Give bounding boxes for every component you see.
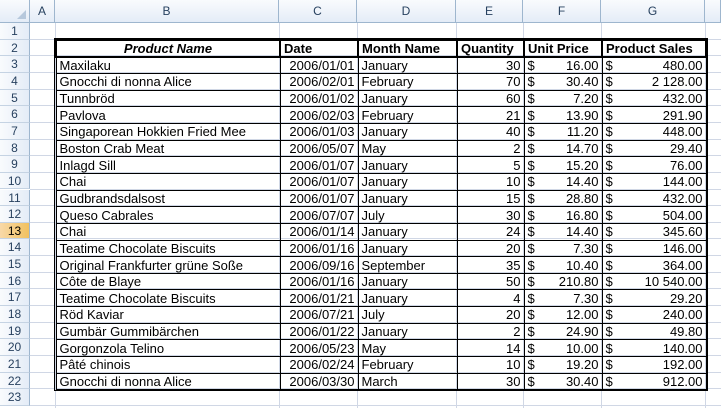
cell-quantity[interactable]: 15	[457, 190, 524, 207]
currency-value: 210.80	[558, 274, 599, 290]
cell-product-sales[interactable]	[602, 57, 706, 74]
currency-symbol: $	[605, 240, 613, 256]
currency-symbol: $	[605, 207, 613, 223]
cell-month-name[interactable]: January	[358, 190, 457, 207]
currency-symbol: $	[527, 357, 535, 373]
cell-quantity[interactable]: 30	[457, 207, 524, 224]
currency-symbol: $	[527, 190, 535, 206]
currency-value: 49.80	[669, 324, 703, 340]
table-row	[56, 357, 706, 374]
table-header-row	[56, 40, 706, 57]
currency-value: 364.00	[662, 257, 703, 273]
cell-date[interactable]: 2006/01/22	[280, 323, 358, 340]
currency-value: 16.00	[565, 58, 599, 74]
currency-value: 448.00	[662, 124, 703, 140]
cell-unit-price[interactable]	[524, 340, 602, 357]
cell-unit-price[interactable]	[524, 107, 602, 124]
currency-value: 13.90	[565, 107, 599, 123]
cell-month-name[interactable]: January	[358, 290, 457, 307]
cell-date[interactable]: 2006/01/03	[280, 124, 358, 141]
currency-symbol: $	[527, 91, 535, 107]
header-quantity[interactable]: Quantity	[457, 40, 524, 57]
cell-quantity[interactable]: 14	[457, 340, 524, 357]
cell-month-name[interactable]: January	[358, 173, 457, 190]
cell-unit-price[interactable]	[524, 157, 602, 174]
currency-symbol: $	[605, 257, 613, 273]
row-header-5[interactable]: 5	[0, 90, 30, 107]
cell-product-sales[interactable]	[602, 74, 706, 91]
currency-value: 14.40	[565, 224, 599, 240]
cell-unit-price[interactable]	[524, 190, 602, 207]
row-header-3[interactable]: 3	[0, 56, 30, 73]
header-month-name[interactable]: Month Name	[358, 40, 457, 57]
cell-month-name[interactable]: September	[358, 257, 457, 274]
cell-unit-price[interactable]	[524, 357, 602, 374]
cell-unit-price[interactable]	[524, 207, 602, 224]
cell-product-sales[interactable]	[602, 90, 706, 107]
cell-quantity[interactable]: 30	[457, 57, 524, 74]
cell-unit-price[interactable]	[524, 124, 602, 141]
row-header-20[interactable]: 20	[0, 339, 30, 356]
cell-product-sales[interactable]	[602, 173, 706, 190]
currency-symbol: $	[605, 274, 613, 290]
cell-month-name[interactable]: February	[358, 107, 457, 124]
cell-product-sales[interactable]	[602, 307, 706, 324]
currency-symbol: $	[527, 58, 535, 74]
currency-value: 345.60	[662, 224, 703, 240]
table-row	[56, 307, 706, 324]
cell-product-name[interactable]: Gudbrandsdalsost	[56, 190, 280, 207]
cell-product-sales[interactable]	[602, 340, 706, 357]
row-header-14[interactable]: 14	[0, 239, 30, 256]
cell-month-name[interactable]: July	[358, 307, 457, 324]
row-header-13[interactable]: 13	[0, 223, 30, 240]
currency-value: 291.90	[662, 107, 703, 123]
table-row	[56, 57, 706, 74]
row-header-9[interactable]: 9	[0, 156, 30, 173]
cell-unit-price[interactable]	[524, 140, 602, 157]
cell-product-sales[interactable]	[602, 223, 706, 240]
cell-quantity[interactable]: 30	[457, 373, 524, 390]
cell-product-name[interactable]: Boston Crab Meat	[56, 140, 280, 157]
cell-product-name[interactable]: Teatime Chocolate Biscuits	[56, 290, 280, 307]
cell-quantity[interactable]: 21	[457, 107, 524, 124]
column-header-c[interactable]: C	[279, 0, 357, 23]
cell-unit-price[interactable]	[524, 173, 602, 190]
cell-month-name[interactable]: January	[358, 124, 457, 141]
cell-product-sales[interactable]	[602, 257, 706, 274]
cell-product-name[interactable]: Gumbär Gummibärchen	[56, 323, 280, 340]
currency-symbol: $	[605, 58, 613, 74]
gridline-horizontal	[30, 405, 721, 406]
cell-product-sales[interactable]	[602, 290, 706, 307]
row-header-10[interactable]: 10	[0, 173, 30, 190]
cell-product-name[interactable]: Inlagd Sill	[56, 157, 280, 174]
cell-unit-price[interactable]	[524, 257, 602, 274]
table-row	[56, 157, 706, 174]
cell-product-name[interactable]: Tunnbröd	[56, 90, 280, 107]
cell-unit-price[interactable]	[524, 373, 602, 390]
cell-month-name[interactable]: January	[358, 157, 457, 174]
cell-month-name[interactable]: February	[358, 357, 457, 374]
currency-symbol: $	[605, 157, 613, 173]
currency-value: 432.00	[662, 190, 703, 206]
cell-quantity[interactable]: 2	[457, 323, 524, 340]
cell-quantity[interactable]: 40	[457, 124, 524, 141]
row-header-12[interactable]: 12	[0, 206, 30, 223]
currency-value: 12.00	[565, 307, 599, 323]
currency-symbol: $	[527, 340, 535, 356]
cell-date[interactable]: 2006/05/23	[280, 340, 358, 357]
currency-value: 10.40	[565, 257, 599, 273]
cell-month-name[interactable]: March	[358, 373, 457, 390]
cell-product-sales[interactable]	[602, 157, 706, 174]
currency-symbol: $	[605, 107, 613, 123]
cell-product-name[interactable]: Côte de Blaye	[56, 273, 280, 290]
currency-value: 14.40	[565, 174, 599, 190]
column-header-e[interactable]: E	[456, 0, 523, 23]
cell-quantity[interactable]: 60	[457, 90, 524, 107]
currency-symbol: $	[605, 324, 613, 340]
cell-product-name[interactable]: Pâté chinois	[56, 357, 280, 374]
table-row	[56, 223, 706, 240]
table-row	[56, 373, 706, 390]
currency-symbol: $	[527, 324, 535, 340]
currency-symbol: $	[605, 74, 613, 90]
cell-date[interactable]: 2006/01/02	[280, 90, 358, 107]
currency-symbol: $	[605, 124, 613, 140]
currency-symbol: $	[527, 157, 535, 173]
currency-symbol: $	[527, 174, 535, 190]
cell-date[interactable]: 2006/02/01	[280, 74, 358, 91]
table-row	[56, 190, 706, 207]
currency-symbol: $	[605, 357, 613, 373]
currency-symbol: $	[527, 307, 535, 323]
cell-date[interactable]: 2006/01/21	[280, 290, 358, 307]
currency-symbol: $	[527, 207, 535, 223]
cell-product-sales[interactable]	[602, 190, 706, 207]
currency-value: 146.00	[662, 240, 703, 256]
table-row	[56, 90, 706, 107]
currency-symbol: $	[527, 274, 535, 290]
currency-value: 504.00	[662, 207, 703, 223]
cell-month-name[interactable]: January	[358, 240, 457, 257]
currency-value: 192.00	[662, 357, 703, 373]
currency-value: 144.00	[662, 174, 703, 190]
cell-month-name[interactable]: January	[358, 223, 457, 240]
row-header-1[interactable]: 1	[0, 23, 30, 40]
row-header-22[interactable]: 22	[0, 373, 30, 390]
table-row	[56, 140, 706, 157]
column-header-f[interactable]: F	[523, 0, 601, 23]
currency-value: 140.00	[662, 340, 703, 356]
cell-quantity[interactable]: 2	[457, 140, 524, 157]
cell-date[interactable]: 2006/01/07	[280, 173, 358, 190]
cell-month-name[interactable]: February	[358, 74, 457, 91]
currency-symbol: $	[605, 290, 613, 306]
cell-unit-price[interactable]	[524, 57, 602, 74]
cell-date[interactable]: 2006/01/16	[280, 273, 358, 290]
table-row	[56, 323, 706, 340]
currency-symbol: $	[605, 224, 613, 240]
cell-unit-price[interactable]	[524, 223, 602, 240]
cell-unit-price[interactable]	[524, 240, 602, 257]
cell-product-sales[interactable]	[602, 373, 706, 390]
cell-product-name[interactable]: Queso Cabrales	[56, 207, 280, 224]
cell-product-sales[interactable]	[602, 357, 706, 374]
currency-symbol: $	[605, 340, 613, 356]
row-header-15[interactable]: 15	[0, 256, 30, 273]
header-product-sales[interactable]: Product Sales	[602, 40, 706, 57]
table-row	[56, 74, 706, 91]
cell-quantity[interactable]: 10	[457, 173, 524, 190]
table-row	[56, 107, 706, 124]
cell-product-name[interactable]: Chai	[56, 173, 280, 190]
cell-unit-price[interactable]	[524, 90, 602, 107]
cell-date[interactable]: 2006/07/21	[280, 307, 358, 324]
currency-symbol: $	[527, 224, 535, 240]
header-product-name[interactable]: Product Name	[56, 40, 280, 57]
table-row	[56, 257, 706, 274]
column-header-b[interactable]: B	[55, 0, 279, 23]
product-sales-table	[55, 39, 707, 390]
currency-symbol: $	[605, 373, 613, 389]
cell-product-name[interactable]: Gnocchi di nonna Alice	[56, 74, 280, 91]
currency-value: 14.70	[565, 141, 599, 157]
currency-value: 16.80	[565, 207, 599, 223]
cell-date[interactable]: 2006/07/07	[280, 207, 358, 224]
currency-value: 19.20	[565, 357, 599, 373]
currency-value: 24.90	[565, 324, 599, 340]
cell-date[interactable]: 2006/01/14	[280, 223, 358, 240]
cell-month-name[interactable]: May	[358, 140, 457, 157]
cell-month-name[interactable]: January	[358, 273, 457, 290]
cell-quantity[interactable]: 4	[457, 290, 524, 307]
currency-value: 29.40	[669, 141, 703, 157]
cell-quantity[interactable]: 5	[457, 157, 524, 174]
currency-value: 28.80	[565, 190, 599, 206]
cell-month-name[interactable]: May	[358, 340, 457, 357]
currency-symbol: $	[605, 141, 613, 157]
cell-quantity[interactable]: 50	[457, 273, 524, 290]
row-header-19[interactable]: 19	[0, 323, 30, 340]
cell-quantity[interactable]: 10	[457, 357, 524, 374]
column-header-d[interactable]: D	[357, 0, 456, 23]
currency-value: 11.20	[566, 124, 599, 140]
cell-product-name[interactable]: Gorgonzola Telino	[56, 340, 280, 357]
cell-date[interactable]: 2006/09/16	[280, 257, 358, 274]
currency-symbol: $	[527, 141, 535, 157]
header-unit-price[interactable]: Unit Price	[524, 40, 602, 57]
currency-value: 10.00	[565, 340, 599, 356]
cell-month-name[interactable]: January	[358, 323, 457, 340]
cell-product-sales[interactable]	[602, 107, 706, 124]
column-header-a[interactable]: A	[30, 0, 55, 23]
row-header-23[interactable]: 23	[0, 389, 30, 406]
currency-symbol: $	[605, 174, 613, 190]
cell-date[interactable]: 2006/03/30	[280, 373, 358, 390]
row-header-4[interactable]: 4	[0, 73, 30, 90]
cell-date[interactable]: 2006/01/01	[280, 57, 358, 74]
currency-value: 30.40	[565, 74, 599, 90]
currency-value: 432.00	[662, 91, 703, 107]
table-row	[56, 240, 706, 257]
cell-unit-price[interactable]	[524, 273, 602, 290]
cell-date[interactable]: 2006/05/07	[280, 140, 358, 157]
cell-date[interactable]: 2006/01/16	[280, 240, 358, 257]
cell-product-name[interactable]: Singaporean Hokkien Fried Mee	[56, 124, 280, 141]
currency-symbol: $	[605, 307, 613, 323]
currency-symbol: $	[605, 190, 613, 206]
currency-value: 2 128.00	[651, 74, 703, 90]
cell-date[interactable]: 2006/02/24	[280, 357, 358, 374]
currency-value: 76.00	[669, 157, 703, 173]
currency-value: 480.00	[662, 58, 703, 74]
currency-symbol: $	[605, 91, 613, 107]
select-all-corner[interactable]	[0, 0, 30, 23]
row-header-8[interactable]: 8	[0, 140, 30, 157]
currency-symbol: $	[527, 257, 535, 273]
cell-product-name[interactable]: Pavlova	[56, 107, 280, 124]
header-date[interactable]: Date	[280, 40, 358, 57]
row-header-2[interactable]: 2	[0, 40, 30, 57]
cell-product-sales[interactable]	[602, 273, 706, 290]
table-row	[56, 340, 706, 357]
table-row	[56, 124, 706, 141]
cell-quantity[interactable]: 24	[457, 223, 524, 240]
table-row	[56, 173, 706, 190]
cell-date[interactable]: 2006/01/07	[280, 157, 358, 174]
cell-quantity[interactable]: 20	[457, 307, 524, 324]
row-header-11[interactable]: 11	[0, 190, 30, 207]
row-header-21[interactable]: 21	[0, 356, 30, 373]
table-row	[56, 290, 706, 307]
currency-value: 7.20	[573, 91, 599, 107]
currency-value: 7.30	[573, 290, 599, 306]
table-row	[56, 207, 706, 224]
row-header-18[interactable]: 18	[0, 306, 30, 323]
table-row	[56, 273, 706, 290]
currency-value: 15.20	[565, 157, 599, 173]
cell-product-sales[interactable]	[602, 140, 706, 157]
cell-unit-price[interactable]	[524, 290, 602, 307]
cell-date[interactable]: 2006/01/07	[280, 190, 358, 207]
currency-value: 912.00	[662, 373, 703, 389]
currency-symbol: $	[527, 124, 535, 140]
currency-symbol: $	[527, 240, 535, 256]
cell-unit-price[interactable]	[524, 323, 602, 340]
currency-symbol: $	[527, 74, 535, 90]
cell-quantity[interactable]: 35	[457, 257, 524, 274]
select-all-triangle-icon	[17, 10, 26, 19]
row-header-16[interactable]: 16	[0, 273, 30, 290]
currency-value: 240.00	[662, 307, 703, 323]
cell-quantity[interactable]: 20	[457, 240, 524, 257]
currency-symbol: $	[527, 290, 535, 306]
cell-product-sales[interactable]	[602, 240, 706, 257]
cell-unit-price[interactable]	[524, 74, 602, 91]
row-header-7[interactable]: 7	[0, 123, 30, 140]
cell-month-name[interactable]: January	[358, 90, 457, 107]
currency-symbol: $	[527, 107, 535, 123]
cell-product-name[interactable]: Teatime Chocolate Biscuits	[56, 240, 280, 257]
cell-product-sales[interactable]	[602, 323, 706, 340]
currency-value: 7.30	[573, 240, 599, 256]
cell-product-name[interactable]: Chai	[56, 223, 280, 240]
currency-value: 30.40	[565, 373, 599, 389]
cell-product-name[interactable]: Gnocchi di nonna Alice	[56, 373, 280, 390]
cell-month-name[interactable]: July	[358, 207, 457, 224]
cell-month-name[interactable]: January	[358, 57, 457, 74]
row-header-6[interactable]: 6	[0, 106, 30, 123]
cell-quantity[interactable]: 70	[457, 74, 524, 91]
currency-symbol: $	[527, 373, 535, 389]
cell-product-sales[interactable]	[602, 207, 706, 224]
cell-product-name[interactable]: Maxilaku	[56, 57, 280, 74]
cell-date[interactable]: 2006/02/03	[280, 107, 358, 124]
cell-product-sales[interactable]	[602, 124, 706, 141]
row-header-17[interactable]: 17	[0, 289, 30, 306]
cell-unit-price[interactable]	[524, 307, 602, 324]
column-header-stub[interactable]	[705, 0, 721, 23]
column-header-g[interactable]: G	[601, 0, 705, 23]
cell-product-name[interactable]: Original Frankfurter grüne Soße	[56, 257, 280, 274]
currency-value: 10 540.00	[644, 274, 703, 290]
currency-value: 29.20	[669, 290, 703, 306]
cell-product-name[interactable]: Röd Kaviar	[56, 307, 280, 324]
